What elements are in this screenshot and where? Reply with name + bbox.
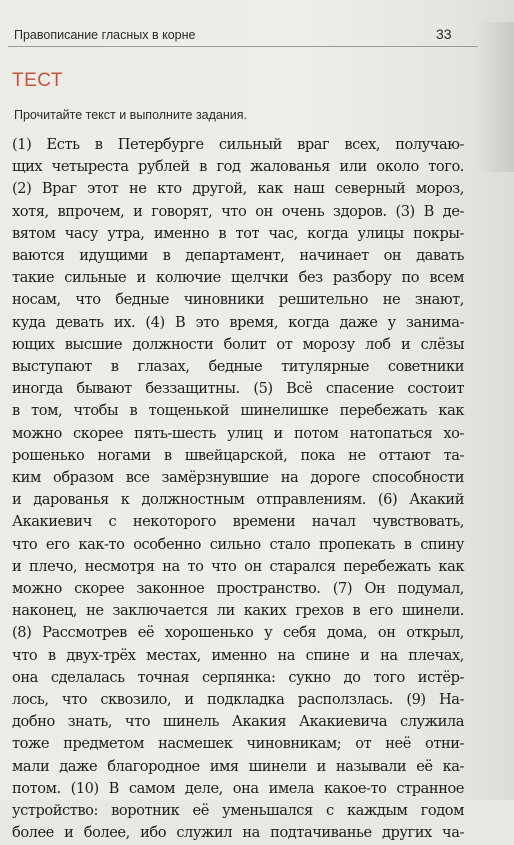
text-line: добно знать, что шинель Акакия Акакиевича служила <box>12 713 464 731</box>
page-number: 33 <box>436 26 452 42</box>
text-line: (8) Рассмотрев её хорошенько у себя дома, он открыл, <box>12 624 464 642</box>
text-line: хотя, впрочем, и говорят, что он очень здоров. (3) В де- <box>12 202 464 220</box>
text-line: устройство: воротник её уменьшался с каждым годом <box>12 802 464 820</box>
text-line: ваются идущими в департамент, начинает он давать <box>12 247 464 265</box>
section-title: ТЕСТ <box>12 70 63 91</box>
text-line: такие сильные и колючие щелчки без разбору по всем <box>12 269 464 287</box>
text-line: вятом часу утра, именно в тот час, когда улицы покры- <box>12 224 464 242</box>
page-header <box>0 22 470 48</box>
header-divider <box>8 46 478 47</box>
text-line: ким образом все замёрзнувшие на дороге способности <box>12 469 464 487</box>
page-edge-shadow <box>478 22 514 172</box>
test-text <box>12 134 464 845</box>
text-line: и дарованья к должностным отправлениям. (6) Акакий <box>12 491 464 509</box>
text-line: ющих высшие должности болит от морозу лоб и слёзы <box>12 335 464 353</box>
text-line: можно скорее законное пространство. (7) Он подумал, <box>12 580 464 598</box>
text-line: (2) Враг этот не кто другой, как наш северный мороз, <box>12 180 464 198</box>
text-line: Акакиевич с некоторого времени начал чувствовать, <box>12 513 464 531</box>
text-line: наконец, не заключается ли каких грехов в его шинели. <box>12 602 464 620</box>
text-line: более и более, ибо служил на подтачиванье других ча- <box>12 824 464 842</box>
text-line: можно скорее пять-шесть улиц и потом натопаться хо- <box>12 424 464 442</box>
text-line: куда девать их. (4) В это время, когда даже у занима- <box>12 313 464 331</box>
text-line: потом. (10) В самом деле, она имела какое-то странное <box>12 779 464 797</box>
text-line: что в двух-трёх местах, именно на спине и на плечах, <box>12 646 464 664</box>
text-line: иногда бывают беззащитны. (5) Всё спасение состоит <box>12 380 464 398</box>
text-line: лось, что сквозило, и подкладка расползлась. (9) На- <box>12 691 464 709</box>
text-line: мали даже благородное имя шинели и называли её ка- <box>12 757 464 775</box>
running-head: Правописание гласных в корне <box>14 28 196 42</box>
text-line: носам, что бедные чиновники решительно не знают, <box>12 291 464 309</box>
text-line: что его как-то особенно сильно стало пропекать в спину <box>12 535 464 553</box>
text-line: щих четыреста рублей в год жалованья или около того. <box>12 158 464 176</box>
text-line: в том, чтобы в тощенькой шинелишке перебежать как <box>12 402 464 420</box>
text-line: и плечо, несмотря на то что он старался перебежать как <box>12 557 464 575</box>
text-line: она сделалась точная серпянка: сукно до того истёр- <box>12 668 464 686</box>
text-line: рошенько ногами в швейцарской, пока не оттают та- <box>12 446 464 464</box>
text-line: выступают в глазах, бедные титулярные советники <box>12 358 464 376</box>
text-line: тоже предметом насмешек чиновникам; от неё отни- <box>12 735 464 753</box>
text-line: (1) Есть в Петербурге сильный враг всех, получаю- <box>12 136 464 153</box>
task-instruction: Прочитайте текст и выполните задания. <box>14 108 248 122</box>
